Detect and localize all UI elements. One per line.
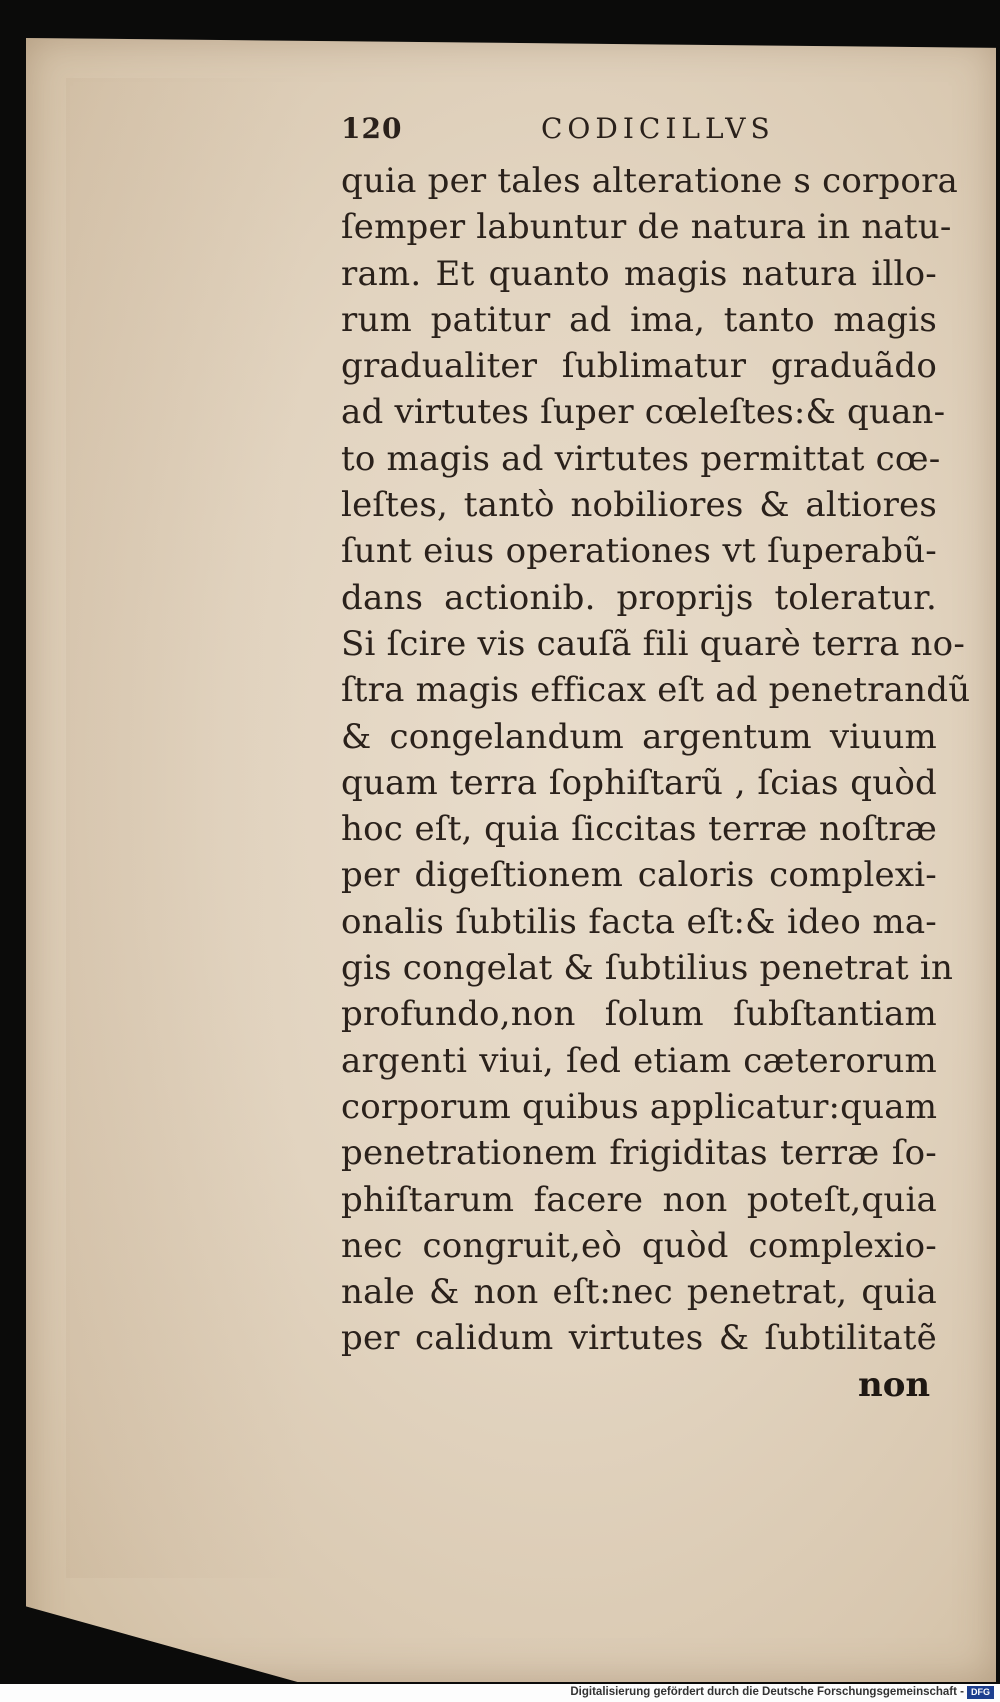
text-line: onalis ſubtilis facta eſt:& ideo ma- <box>341 901 937 942</box>
text-line: ram. Et quanto magis natura illo- <box>341 253 937 294</box>
text-line: quam terra ſophiſtarũ , ſcias quòd <box>341 762 937 803</box>
text-line: ſunt eius operationes vt ſuperabũ- <box>341 531 937 572</box>
text-line: rum patitur ad ima, tanto magis <box>341 299 937 340</box>
running-head <box>341 112 941 152</box>
text-line: per digeſtionem caloris complexi- <box>341 855 937 896</box>
text-line: ad virtutes ſuper cœleſtes:& quan- <box>341 392 946 433</box>
text-line: phiſtarum facere non poteſt,quia <box>341 1179 937 1220</box>
text-line: dans actionib. proprijs toleratur. <box>341 577 937 618</box>
text-line: quia per tales alteratione s corpora <box>341 161 959 201</box>
text-line: argenti viui, ſed etiam cæterorum <box>341 1040 937 1081</box>
text-line: & congelandum argentum viuum <box>341 716 937 757</box>
text-line: gis congelat & ſubtilius penetrat in <box>341 948 954 989</box>
text-line: Si ſcire vis cauſã fili quarè terra no- <box>341 623 966 664</box>
text-block <box>341 112 971 1362</box>
text-line: nec congruit,eò quòd complexio- <box>341 1225 937 1266</box>
text-line: per calidum virtutes & ſubtilitatẽ <box>341 1318 937 1359</box>
text-line: nale & non eſt:nec penetrat, quia <box>341 1272 937 1313</box>
text-line: ſemper labuntur de natura in natu- <box>341 207 952 248</box>
catchword: non <box>858 1365 931 1405</box>
page-number: 120 <box>341 112 403 145</box>
dfg-logo: DFG <box>967 1686 994 1699</box>
text-line: to magis ad virtutes permittat cœ- <box>341 438 941 479</box>
text-line: penetrationem frigiditas terræ ſo- <box>341 1133 937 1174</box>
text-line: gradualiter ſublimatur graduãdo <box>341 346 937 387</box>
digitization-credit: Digitalisierung gefördert durch die Deutsche Forschungsgemeinschaft - <box>570 1686 964 1698</box>
text-line: corporum quibus applicatur:quam <box>341 1086 938 1127</box>
text-line: hoc eſt, quia ſiccitas terræ noſtræ <box>341 809 937 850</box>
running-title: CODICILLVS <box>541 112 775 145</box>
paper-stain <box>66 78 306 1578</box>
text-line: leſtes, tantò nobiliores & altiores <box>341 485 937 526</box>
text-line: ſtra magis efficax eſt ad penetrandũ <box>341 670 971 711</box>
body-text <box>341 158 971 1362</box>
text-line: profundo,non ſolum ſubſtantiam <box>341 994 937 1035</box>
